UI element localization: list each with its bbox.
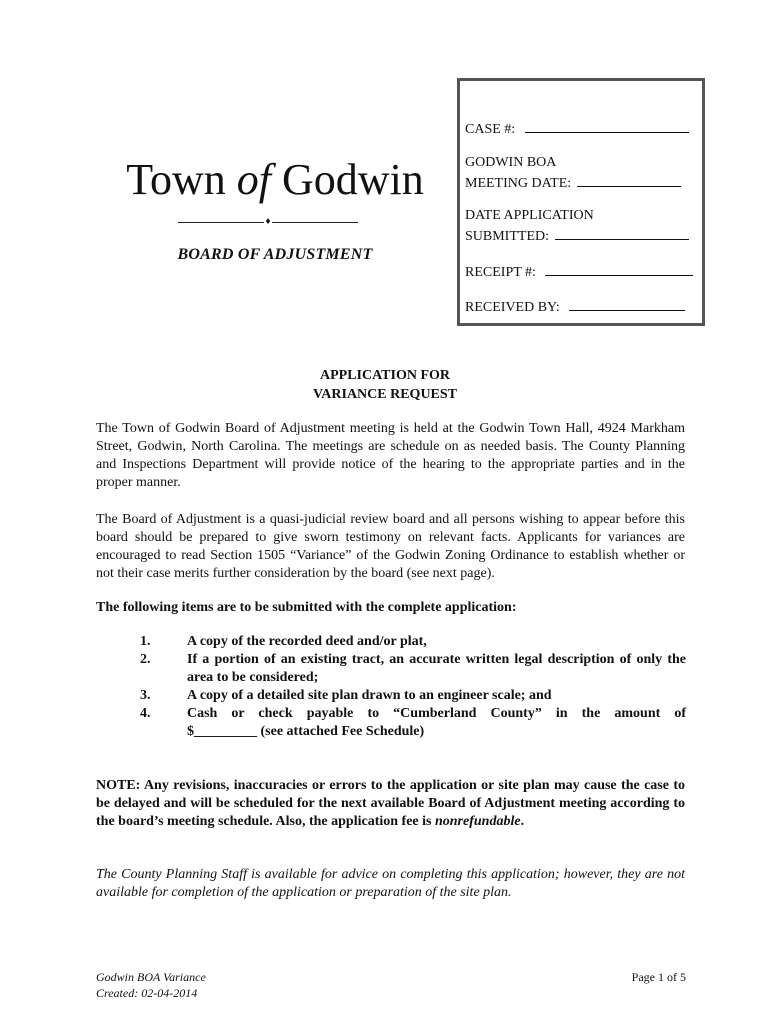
case-number-blank[interactable] [525,118,689,133]
ornament-rule-right [272,222,358,223]
required-items-list [140,633,686,741]
date-submitted-blank[interactable] [555,225,689,240]
town-title-of: of [236,155,272,204]
items-intro: The following items are to be submitted with the complete application: [96,600,517,615]
page-number: Page 1 of 5 [631,970,686,984]
board-of-adjustment-label: BOARD OF ADJUSTMENT [177,246,373,263]
received-by-blank[interactable] [569,296,685,311]
nonrefundable-emphasis: nonrefundable [434,814,521,829]
meeting-date-blank[interactable] [577,172,681,187]
diamond-icon: ♦ [265,216,271,227]
receipt-number-blank[interactable] [545,261,693,276]
list-item: 2. If a portion of an existing tract, an accurate written legal description of only the area to be considered; [140,652,686,685]
case-number-field[interactable]: CASE #: [465,118,689,139]
revision-note: NOTE: Any revisions, inaccuracies or errors to the application or site plan may cause the case to be delayed and will be scheduled for the next available Board of Adjustment meeting according to the board’s meeting schedule. Also, the application fee is nonrefundable. [96,778,685,829]
meeting-info-paragraph: The Town of Godwin Board of Adjustment meeting is held at the Godwin Town Hall, 4924 Markham Street, Godwin, North Carolina. The meetings are schedule on as needed basis. The County Planning and Inspections Department will provide notice of the hearing to the appropriate parties and in the proper manner. [96,421,685,490]
meeting-date-field[interactable]: GODWIN BOA MEETING DATE: [465,154,681,193]
list-item: 3. A copy of a detailed site plan drawn to an engineer scale; and [140,688,552,703]
footer-document-info: Godwin BOA Variance Created: 02-04-2014 [96,970,206,1000]
received-by-field[interactable]: RECEIVED BY: [465,296,685,317]
date-submitted-field[interactable]: DATE APPLICATION SUBMITTED: [465,207,689,246]
town-title: Town of Godwin [126,155,424,204]
title-ornament [178,215,358,229]
receipt-number-field[interactable]: RECEIPT #: [465,261,693,282]
board-info-paragraph: The Board of Adjustment is a quasi-judicial review board and all persons wishing to appear before this board should be prepared to give sworn testimony on relevant facts. Applicants for variances are encouraged to read Section 1505 “Variance” of the Godwin Zoning Ordinance to establish whether or not their case merits further consideration by the board (see next page). [96,512,685,581]
application-title: APPLICATION FOR VARIANCE REQUEST [312,368,458,402]
planning-staff-note: The County Planning Staff is available for advice on completing this application; however, they are not available for completion of the application or preparation of the site plan. [96,867,685,900]
ornament-rule-left [178,222,264,223]
list-item: 4. Cash or check payable to “Cumberland County” in the amount of $_________ (see attached Fee Schedule) [140,706,686,739]
office-use-box [457,78,705,326]
list-item: 1. A copy of the recorded deed and/or plat, [140,634,427,649]
